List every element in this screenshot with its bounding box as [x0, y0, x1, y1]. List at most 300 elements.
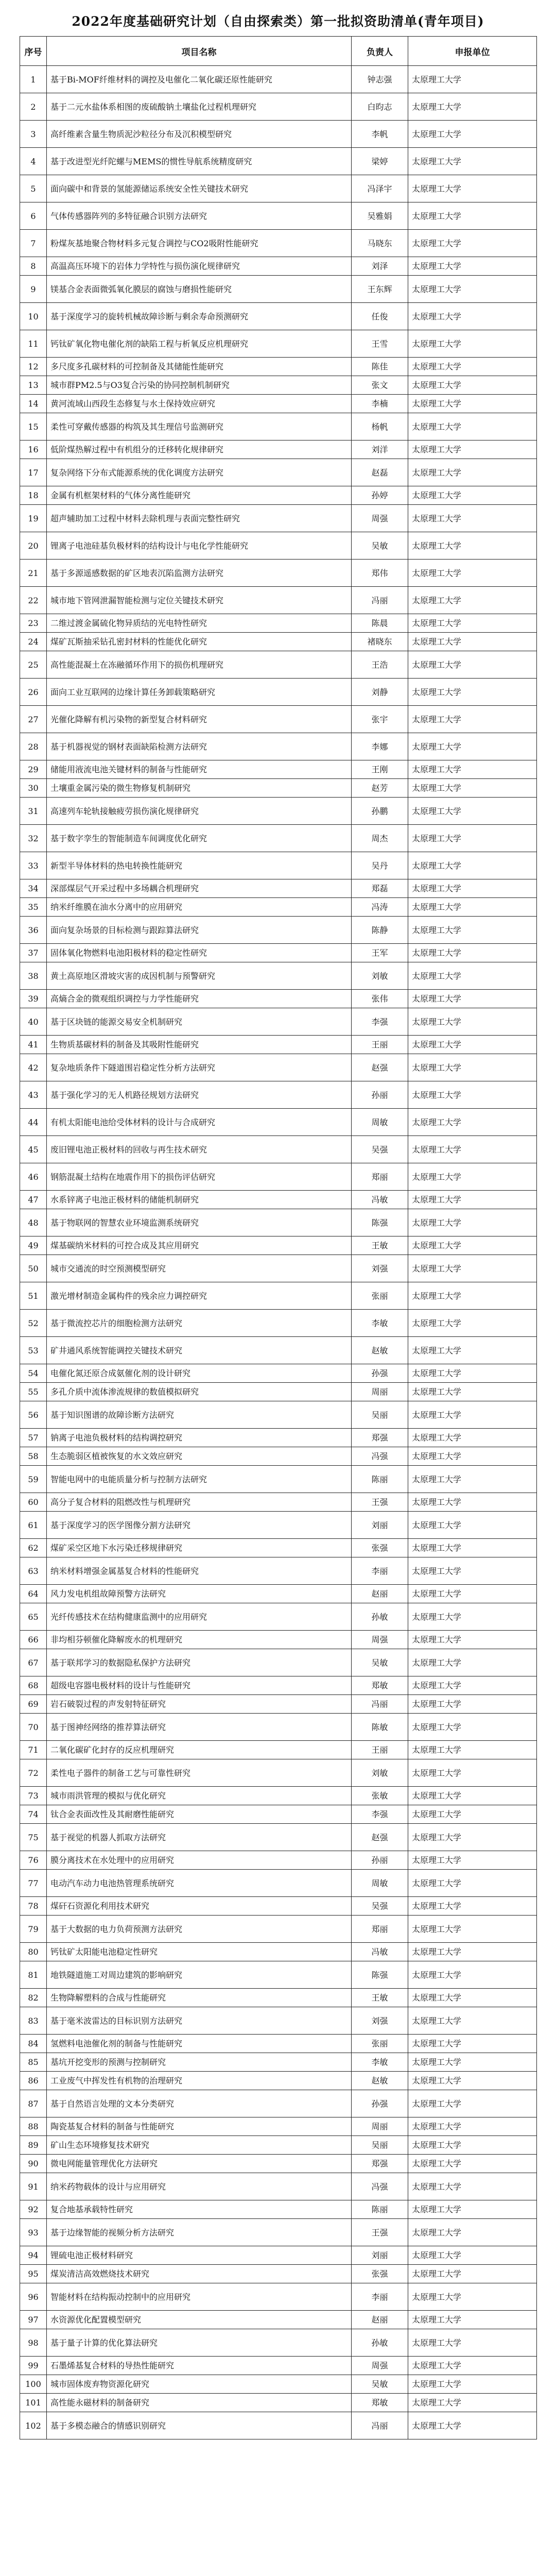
cell-leader: 张丽	[352, 1282, 408, 1310]
cell-no: 43	[20, 1081, 47, 1109]
cell-unit: 太原理工大学	[408, 1337, 537, 1364]
cell-leader: 周强	[352, 505, 408, 532]
cell-project: 基于区块链的能源交易安全机制研究	[47, 1008, 352, 1036]
cell-project: 锂离子电池硅基负极材料的结构设计与电化学性能研究	[47, 532, 352, 560]
table-row	[20, 2035, 537, 2053]
cell-leader: 李娜	[352, 733, 408, 760]
cell-leader: 郑磊	[352, 879, 408, 898]
cell-unit: 太原理工大学	[408, 760, 537, 779]
cell-project: 低阶煤热解过程中有机组分的迁移转化规律研究	[47, 440, 352, 459]
cell-no: 29	[20, 760, 47, 779]
cell-project: 纳米材料增强金属基复合材料的性能研究	[47, 1557, 352, 1585]
table-row	[20, 1539, 537, 1557]
cell-leader: 褚晓东	[352, 633, 408, 651]
cell-leader: 白昀志	[352, 93, 408, 121]
cell-unit: 太原理工大学	[408, 459, 537, 486]
cell-project: 城市交通流的时空预测模型研究	[47, 1255, 352, 1282]
cell-no: 102	[20, 2412, 47, 2439]
table-row	[20, 2311, 537, 2329]
table-row	[20, 1676, 537, 1695]
cell-leader: 孙强	[352, 2090, 408, 2117]
table-row	[20, 1741, 537, 1759]
cell-leader: 周敏	[352, 1109, 408, 1136]
cell-leader: 王强	[352, 2219, 408, 2246]
table-row	[20, 532, 537, 560]
cell-leader: 马晓东	[352, 230, 408, 257]
table-row	[20, 1364, 537, 1383]
cell-no: 90	[20, 2155, 47, 2173]
cell-no: 24	[20, 633, 47, 651]
cell-leader: 李强	[352, 1008, 408, 1036]
table-row	[20, 1714, 537, 1741]
cell-no: 61	[20, 1512, 47, 1539]
table-row	[20, 1036, 537, 1054]
cell-unit: 太原理工大学	[408, 2090, 537, 2117]
table-row	[20, 1943, 537, 1961]
cell-project: 煤矿采空区地下水污染迁移规律研究	[47, 1539, 352, 1557]
cell-project: 氢燃料电池催化剂的制备与性能研究	[47, 2035, 352, 2053]
cell-no: 30	[20, 779, 47, 798]
cell-project: 石墨烯基复合材料的导热性能研究	[47, 2357, 352, 2375]
table-row	[20, 1649, 537, 1676]
cell-no: 64	[20, 1585, 47, 1603]
cell-unit: 太原理工大学	[408, 2311, 537, 2329]
cell-project: 基于改进型光纤陀螺与MEMS的惯性导航系统精度研究	[47, 148, 352, 175]
cell-leader: 李丽	[352, 2283, 408, 2311]
table-row	[20, 560, 537, 587]
cell-leader: 陈丽	[352, 1466, 408, 1493]
cell-leader: 孙鹏	[352, 798, 408, 825]
cell-project: 生物降解塑料的合成与性能研究	[47, 1989, 352, 2007]
cell-unit: 太原理工大学	[408, 413, 537, 440]
table-row	[20, 1851, 537, 1870]
cell-project: 煤基碳纳米材料的可控合成及其应用研究	[47, 1236, 352, 1255]
cell-no: 51	[20, 1282, 47, 1310]
table-row	[20, 121, 537, 148]
table-row	[20, 733, 537, 760]
cell-project: 钙钛矿太阳能电池稳定性研究	[47, 1943, 352, 1961]
cell-project: 煤矿瓦斯抽采钻孔密封材料的性能优化研究	[47, 633, 352, 651]
table-row	[20, 633, 537, 651]
cell-leader: 李帆	[352, 121, 408, 148]
cell-project: 新型半导体材料的热电转换性能研究	[47, 852, 352, 879]
table-row	[20, 898, 537, 917]
cell-project: 二维过渡金属硫化物异质结的光电特性研究	[47, 614, 352, 633]
cell-unit: 太原理工大学	[408, 1163, 537, 1191]
cell-leader: 郑强	[352, 2155, 408, 2173]
cell-leader: 周强	[352, 2357, 408, 2375]
cell-unit: 太原理工大学	[408, 1191, 537, 1209]
cell-leader: 冯丽	[352, 587, 408, 614]
cell-no: 10	[20, 303, 47, 330]
cell-no: 53	[20, 1337, 47, 1364]
cell-unit: 太原理工大学	[408, 1824, 537, 1851]
cell-no: 97	[20, 2311, 47, 2329]
cell-leader: 杨帆	[352, 413, 408, 440]
cell-leader: 王雪	[352, 330, 408, 358]
page-title: 2022年度基础研究计划（自由探索类）第一批拟资助清单(青年项目)	[72, 14, 484, 29]
cell-project: 基于多模态融合的情感识别研究	[47, 2412, 352, 2439]
cell-unit: 太原理工大学	[408, 560, 537, 587]
cell-unit: 太原理工大学	[408, 1676, 537, 1695]
cell-no: 55	[20, 1383, 47, 1401]
cell-no: 22	[20, 587, 47, 614]
cell-project: 电催化氮还原合成氨催化剂的设计研究	[47, 1364, 352, 1383]
cell-leader: 王浩	[352, 651, 408, 679]
cell-no: 42	[20, 1054, 47, 1081]
cell-project: 煤矸石资源化利用技术研究	[47, 1897, 352, 1916]
cell-unit: 太原理工大学	[408, 944, 537, 962]
cell-unit: 太原理工大学	[408, 1008, 537, 1036]
cell-project: 水资源优化配置模型研究	[47, 2311, 352, 2329]
cell-no: 73	[20, 1787, 47, 1805]
table-row	[20, 1401, 537, 1429]
cell-unit: 太原理工大学	[408, 614, 537, 633]
cell-no: 85	[20, 2053, 47, 2072]
cell-project: 固体氧化物燃料电池阳极材料的稳定性研究	[47, 944, 352, 962]
table-row	[20, 1824, 537, 1851]
cell-project: 电动汽车动力电池热管理系统研究	[47, 1870, 352, 1897]
cell-project: 基于自然语言处理的文本分类研究	[47, 2090, 352, 2117]
table-row	[20, 1961, 537, 1989]
table-row	[20, 1557, 537, 1585]
cell-unit: 太原理工大学	[408, 148, 537, 175]
cell-no: 76	[20, 1851, 47, 1870]
cell-no: 28	[20, 733, 47, 760]
cell-no: 69	[20, 1695, 47, 1714]
table-row	[20, 1429, 537, 1447]
cell-unit: 太原理工大学	[408, 2035, 537, 2053]
table-row	[20, 376, 537, 395]
cell-project: 废旧锂电池正极材料的回收与再生技术研究	[47, 1136, 352, 1163]
cell-no: 44	[20, 1109, 47, 1136]
cell-no: 26	[20, 679, 47, 706]
cell-unit: 太原理工大学	[408, 1109, 537, 1136]
table-row	[20, 1466, 537, 1493]
cell-no: 2	[20, 93, 47, 121]
cell-no: 6	[20, 202, 47, 230]
table-row	[20, 587, 537, 614]
cell-project: 地铁隧道施工对周边建筑的影响研究	[47, 1961, 352, 1989]
table-row	[20, 990, 537, 1008]
cell-project: 高性能混凝土在冻融循环作用下的损伤机理研究	[47, 651, 352, 679]
cell-unit: 太原理工大学	[408, 1631, 537, 1649]
cell-project: 光催化降解有机污染物的新型复合材料研究	[47, 706, 352, 733]
header-no: 序号	[20, 37, 47, 66]
cell-leader: 赵磊	[352, 459, 408, 486]
cell-leader: 孙丽	[352, 1851, 408, 1870]
table-row	[20, 2246, 537, 2265]
cell-unit: 太原理工大学	[408, 121, 537, 148]
cell-no: 38	[20, 962, 47, 990]
cell-project: 超级电容器电极材料的设计与性能研究	[47, 1676, 352, 1695]
cell-project: 柔性电子器件的制备工艺与可靠性研究	[47, 1759, 352, 1787]
cell-leader: 冯泽宇	[352, 175, 408, 202]
cell-project: 粉煤灰基地聚合物材料多元复合调控与CO2吸附性能研究	[47, 230, 352, 257]
cell-leader: 孙强	[352, 1364, 408, 1383]
table-row	[20, 330, 537, 358]
cell-leader: 李敏	[352, 2053, 408, 2072]
table-row	[20, 1447, 537, 1466]
cell-unit: 太原理工大学	[408, 1136, 537, 1163]
cell-unit: 太原理工大学	[408, 330, 537, 358]
cell-leader: 吴敏	[352, 1649, 408, 1676]
cell-leader: 赵强	[352, 1824, 408, 1851]
project-table	[20, 36, 537, 2439]
cell-no: 71	[20, 1741, 47, 1759]
table-row	[20, 944, 537, 962]
cell-unit: 太原理工大学	[408, 1916, 537, 1943]
cell-project: 高温高压环境下的岩体力学特性与损伤演化规律研究	[47, 257, 352, 276]
table-row	[20, 1081, 537, 1109]
header-unit: 申报单位	[408, 37, 537, 66]
table-row	[20, 1695, 537, 1714]
cell-project: 基于数字孪生的智能制造车间调度优化研究	[47, 825, 352, 852]
cell-leader: 刘敏	[352, 962, 408, 990]
cell-project: 生态脆弱区植被恢复的水文效应研究	[47, 1447, 352, 1466]
cell-leader: 赵丽	[352, 1585, 408, 1603]
cell-unit: 太原理工大学	[408, 202, 537, 230]
cell-leader: 王丽	[352, 1741, 408, 1759]
table-row	[20, 1759, 537, 1787]
cell-leader: 王军	[352, 944, 408, 962]
table-row	[20, 1631, 537, 1649]
cell-project: 复杂网络下分布式能源系统的优化调度方法研究	[47, 459, 352, 486]
table-row	[20, 1805, 537, 1824]
table-row	[20, 1916, 537, 1943]
table-row	[20, 1282, 537, 1310]
table-row	[20, 706, 537, 733]
table-row	[20, 760, 537, 779]
cell-leader: 孙婷	[352, 486, 408, 505]
cell-unit: 太原理工大学	[408, 1429, 537, 1447]
cell-no: 83	[20, 2007, 47, 2035]
cell-leader: 郑敏	[352, 1676, 408, 1695]
cell-leader: 吴敏	[352, 532, 408, 560]
cell-no: 86	[20, 2072, 47, 2090]
cell-leader: 冯强	[352, 2173, 408, 2200]
table-row	[20, 651, 537, 679]
cell-project: 钛合金表面改性及其耐磨性能研究	[47, 1805, 352, 1824]
table-row	[20, 2117, 537, 2136]
table-row	[20, 1383, 537, 1401]
table-row	[20, 2090, 537, 2117]
cell-leader: 孙敏	[352, 2329, 408, 2357]
cell-leader: 陈敏	[352, 1714, 408, 1741]
table-row	[20, 1870, 537, 1897]
cell-unit: 太原理工大学	[408, 917, 537, 944]
table-row	[20, 2283, 537, 2311]
cell-no: 74	[20, 1805, 47, 1824]
cell-project: 高速列车轮轨接触疲劳损伤演化规律研究	[47, 798, 352, 825]
table-row	[20, 1054, 537, 1081]
cell-project: 光纤传感技术在结构健康监测中的应用研究	[47, 1603, 352, 1631]
cell-no: 11	[20, 330, 47, 358]
cell-project: 基于联邦学习的数据隐私保护方法研究	[47, 1649, 352, 1676]
cell-unit: 太原理工大学	[408, 1539, 537, 1557]
cell-leader: 刘强	[352, 2007, 408, 2035]
cell-no: 87	[20, 2090, 47, 2117]
cell-unit: 太原理工大学	[408, 1603, 537, 1631]
cell-no: 31	[20, 798, 47, 825]
cell-no: 48	[20, 1209, 47, 1236]
cell-project: 面向工业互联网的边缘计算任务卸载策略研究	[47, 679, 352, 706]
cell-unit: 太原理工大学	[408, 990, 537, 1008]
cell-unit: 太原理工大学	[408, 2219, 537, 2246]
table-row	[20, 2007, 537, 2035]
cell-unit: 太原理工大学	[408, 66, 537, 93]
cell-no: 72	[20, 1759, 47, 1787]
table-row	[20, 2265, 537, 2283]
cell-no: 65	[20, 1603, 47, 1631]
table-row	[20, 2329, 537, 2357]
cell-leader: 冯丽	[352, 2412, 408, 2439]
cell-unit: 太原理工大学	[408, 1310, 537, 1337]
cell-project: 基于微流控芯片的细胞检测方法研究	[47, 1310, 352, 1337]
cell-project: 黄河流域山西段生态修复与水土保持效应研究	[47, 395, 352, 413]
table-row	[20, 66, 537, 93]
cell-unit: 太原理工大学	[408, 395, 537, 413]
cell-no: 54	[20, 1364, 47, 1383]
cell-leader: 刘丽	[352, 1512, 408, 1539]
table-row	[20, 486, 537, 505]
cell-unit: 太原理工大学	[408, 358, 537, 376]
table-row	[20, 358, 537, 376]
cell-unit: 太原理工大学	[408, 1383, 537, 1401]
cell-leader: 吴丽	[352, 1401, 408, 1429]
cell-no: 66	[20, 1631, 47, 1649]
cell-unit: 太原理工大学	[408, 2007, 537, 2035]
cell-no: 89	[20, 2136, 47, 2155]
table-row	[20, 175, 537, 202]
cell-project: 城市群PM2.5与O3复合污染的协同控制机制研究	[47, 376, 352, 395]
table-row	[20, 1136, 537, 1163]
cell-no: 19	[20, 505, 47, 532]
cell-no: 21	[20, 560, 47, 587]
cell-no: 8	[20, 257, 47, 276]
cell-project: 土壤重金属污染的微生物修复机制研究	[47, 779, 352, 798]
table-row	[20, 2357, 537, 2375]
cell-leader: 李强	[352, 1805, 408, 1824]
table-row	[20, 825, 537, 852]
cell-no: 12	[20, 358, 47, 376]
cell-project: 岩石破裂过程的声发射特征研究	[47, 1695, 352, 1714]
cell-no: 37	[20, 944, 47, 962]
cell-unit: 太原理工大学	[408, 1961, 537, 1989]
cell-unit: 太原理工大学	[408, 779, 537, 798]
cell-leader: 王丽	[352, 1036, 408, 1054]
cell-unit: 太原理工大学	[408, 2200, 537, 2219]
cell-leader: 郑丽	[352, 1163, 408, 1191]
cell-unit: 太原理工大学	[408, 2357, 537, 2375]
cell-project: 智能材料在结构振动控制中的应用研究	[47, 2283, 352, 2311]
cell-project: 非均相芬顿催化降解废水的机理研究	[47, 1631, 352, 1649]
cell-leader: 陈强	[352, 1209, 408, 1236]
cell-leader: 吴敏	[352, 2375, 408, 2394]
cell-unit: 太原理工大学	[408, 2329, 537, 2357]
table-row	[20, 2072, 537, 2090]
table-row	[20, 148, 537, 175]
table-row	[20, 1897, 537, 1916]
cell-project: 多尺度多孔碳材料的可控制备及其储能性能研究	[47, 358, 352, 376]
cell-leader: 郑敏	[352, 2394, 408, 2412]
cell-project: 基于二元水盐体系相图的废硫酸钠土壤盐化过程机理研究	[47, 93, 352, 121]
cell-unit: 太原理工大学	[408, 2375, 537, 2394]
cell-no: 20	[20, 532, 47, 560]
table-row	[20, 852, 537, 879]
cell-no: 46	[20, 1163, 47, 1191]
cell-project: 二氧化碳矿化封存的反应机理研究	[47, 1741, 352, 1759]
table-row	[20, 202, 537, 230]
table-row	[20, 917, 537, 944]
cell-leader: 周敏	[352, 1870, 408, 1897]
cell-project: 基于Bi-MOF纤维材料的调控及电催化二氧化碳还原性能研究	[47, 66, 352, 93]
cell-project: 复合地基承载特性研究	[47, 2200, 352, 2219]
cell-leader: 孙敏	[352, 1603, 408, 1631]
cell-unit: 太原理工大学	[408, 679, 537, 706]
table-row	[20, 1512, 537, 1539]
cell-unit: 太原理工大学	[408, 1512, 537, 1539]
cell-project: 基于深度学习的旋转机械故障诊断与剩余寿命预测研究	[47, 303, 352, 330]
cell-project: 基于强化学习的无人机路径规划方法研究	[47, 1081, 352, 1109]
cell-unit: 太原理工大学	[408, 1401, 537, 1429]
cell-unit: 太原理工大学	[408, 1209, 537, 1236]
cell-no: 59	[20, 1466, 47, 1493]
table-row	[20, 679, 537, 706]
cell-project: 基于边缘智能的视频分析方法研究	[47, 2219, 352, 2246]
cell-project: 膜分离技术在水处理中的应用研究	[47, 1851, 352, 1870]
table-row	[20, 2173, 537, 2200]
cell-no: 82	[20, 1989, 47, 2007]
cell-unit: 太原理工大学	[408, 962, 537, 990]
cell-leader: 张强	[352, 1539, 408, 1557]
cell-leader: 周丽	[352, 2117, 408, 2136]
cell-no: 49	[20, 1236, 47, 1255]
cell-no: 92	[20, 2200, 47, 2219]
cell-no: 17	[20, 459, 47, 486]
cell-leader: 张宇	[352, 706, 408, 733]
cell-project: 钠离子电池负极材料的结构调控研究	[47, 1429, 352, 1447]
cell-no: 5	[20, 175, 47, 202]
cell-unit: 太原理工大学	[408, 798, 537, 825]
cell-unit: 太原理工大学	[408, 505, 537, 532]
cell-unit: 太原理工大学	[408, 825, 537, 852]
table-row	[20, 1337, 537, 1364]
cell-no: 88	[20, 2117, 47, 2136]
cell-no: 18	[20, 486, 47, 505]
cell-unit: 太原理工大学	[408, 1649, 537, 1676]
header-leader: 负责人	[352, 37, 408, 66]
cell-leader: 吴强	[352, 1897, 408, 1916]
cell-leader: 刘敏	[352, 1759, 408, 1787]
table-row	[20, 2219, 537, 2246]
cell-unit: 太原理工大学	[408, 2136, 537, 2155]
cell-no: 4	[20, 148, 47, 175]
cell-unit: 太原理工大学	[408, 1741, 537, 1759]
cell-unit: 太原理工大学	[408, 1897, 537, 1916]
cell-no: 56	[20, 1401, 47, 1429]
cell-unit: 太原理工大学	[408, 1081, 537, 1109]
cell-unit: 太原理工大学	[408, 1695, 537, 1714]
cell-unit: 太原理工大学	[408, 1282, 537, 1310]
cell-project: 城市雨洪管理的模拟与优化研究	[47, 1787, 352, 1805]
cell-no: 63	[20, 1557, 47, 1585]
cell-no: 15	[20, 413, 47, 440]
table-row	[20, 505, 537, 532]
cell-no: 35	[20, 898, 47, 917]
cell-project: 基于毫米波雷达的目标识别方法研究	[47, 2007, 352, 2035]
cell-project: 超声辅助加工过程中材料去除机理与表面完整性研究	[47, 505, 352, 532]
